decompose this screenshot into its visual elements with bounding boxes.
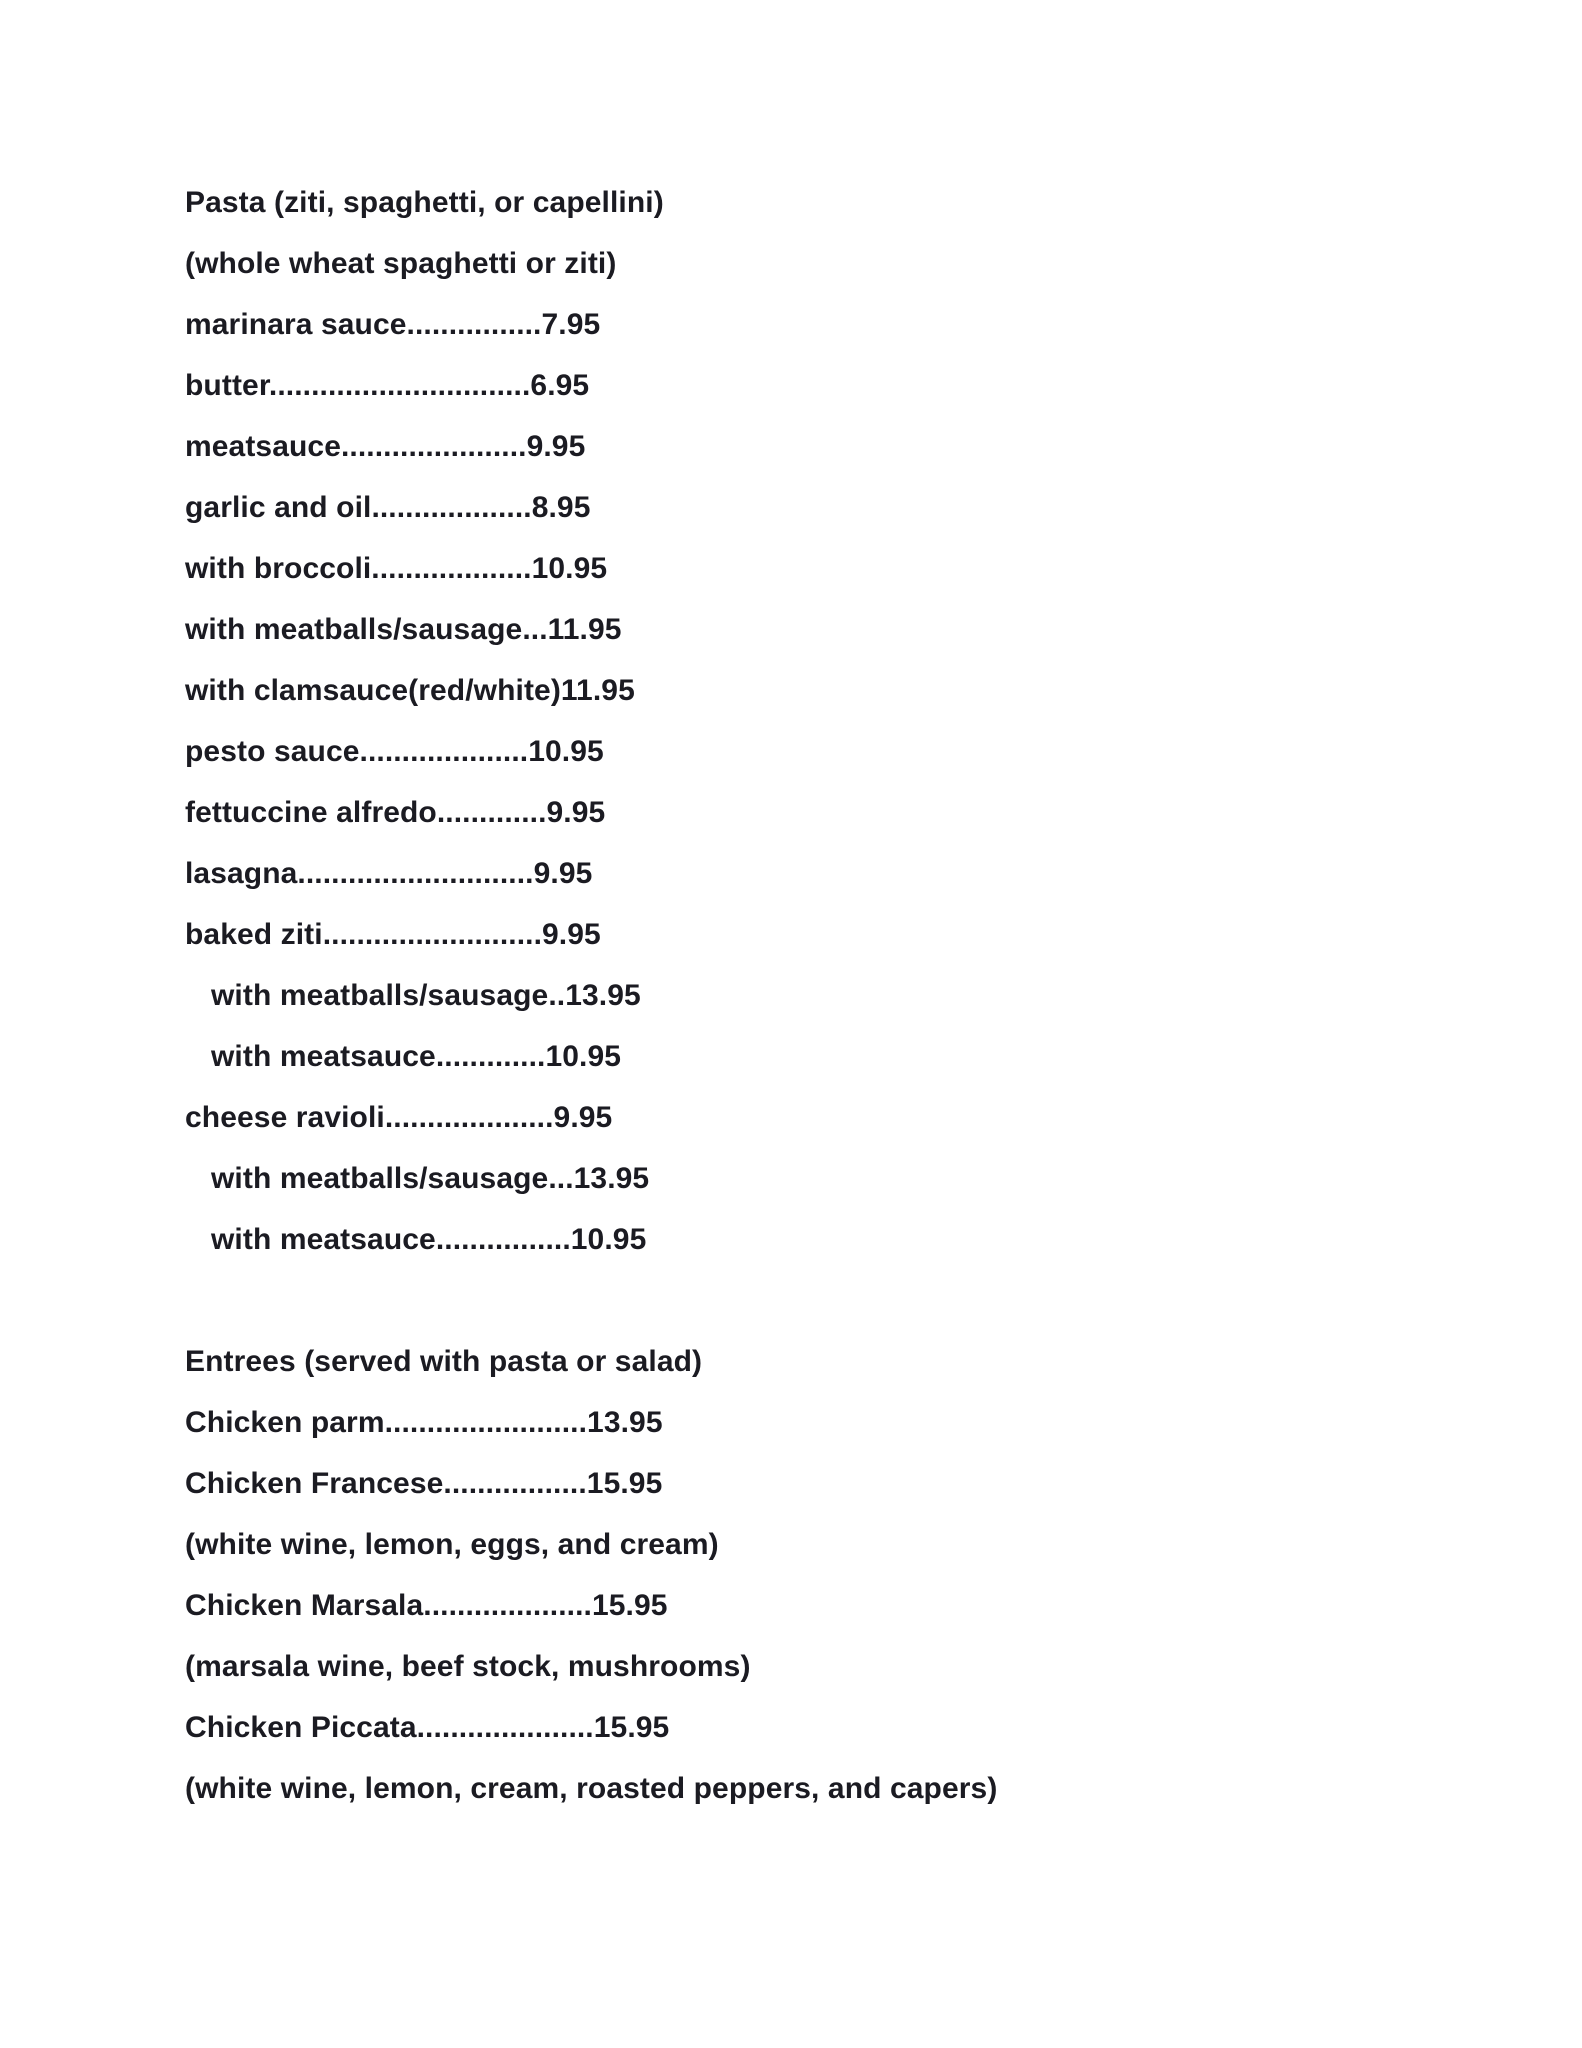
menu-item: garlic and oil...................8.95 bbox=[185, 491, 591, 524]
item-description: (marsala wine, beef stock, mushrooms) bbox=[185, 1650, 751, 1683]
menu-item: lasagna............................9.95 bbox=[185, 857, 593, 890]
menu-item: Chicken Francese.................15.95 bbox=[185, 1467, 663, 1500]
menu-item: with broccoli...................10.95 bbox=[185, 552, 608, 585]
item-description: (white wine, lemon, cream, roasted peppers, and capers) bbox=[185, 1772, 998, 1805]
menu-item: meatsauce......................9.95 bbox=[185, 430, 586, 463]
pasta-subheading: (whole wheat spaghetti or ziti) bbox=[185, 247, 617, 280]
menu-item: cheese ravioli....................9.95 bbox=[185, 1101, 613, 1134]
item-description: (white wine, lemon, eggs, and cream) bbox=[185, 1528, 719, 1561]
menu-sub-item: with meatsauce.............10.95 bbox=[211, 1040, 622, 1073]
entrees-heading: Entrees (served with pasta or salad) bbox=[185, 1345, 703, 1378]
menu-item: pesto sauce....................10.95 bbox=[185, 735, 604, 768]
menu-item: fettuccine alfredo.............9.95 bbox=[185, 796, 606, 829]
menu-sub-item: with meatballs/sausage...13.95 bbox=[211, 1162, 650, 1195]
menu-item: Chicken Piccata.....................15.95 bbox=[185, 1711, 670, 1744]
pasta-heading: Pasta (ziti, spaghetti, or capellini) bbox=[185, 186, 664, 219]
entrees-items bbox=[185, 1400, 1485, 1827]
menu-item: butter...............................6.95 bbox=[185, 369, 590, 402]
menu-item: Chicken parm........................13.95 bbox=[185, 1406, 663, 1439]
menu-sub-item: with meatsauce................10.95 bbox=[211, 1223, 647, 1256]
menu-sub-item: with meatballs/sausage..13.95 bbox=[211, 979, 641, 1012]
menu-item: with clamsauce(red/white)11.95 bbox=[185, 674, 635, 707]
menu-item: Chicken Marsala....................15.95 bbox=[185, 1589, 668, 1622]
section-spacer bbox=[185, 1278, 1485, 1339]
menu-content bbox=[185, 180, 1485, 1827]
menu-item: with meatballs/sausage...11.95 bbox=[185, 613, 622, 646]
pasta-items bbox=[185, 302, 1485, 1278]
menu-item: marinara sauce................7.95 bbox=[185, 308, 601, 341]
menu-item: baked ziti..........................9.95 bbox=[185, 918, 601, 951]
